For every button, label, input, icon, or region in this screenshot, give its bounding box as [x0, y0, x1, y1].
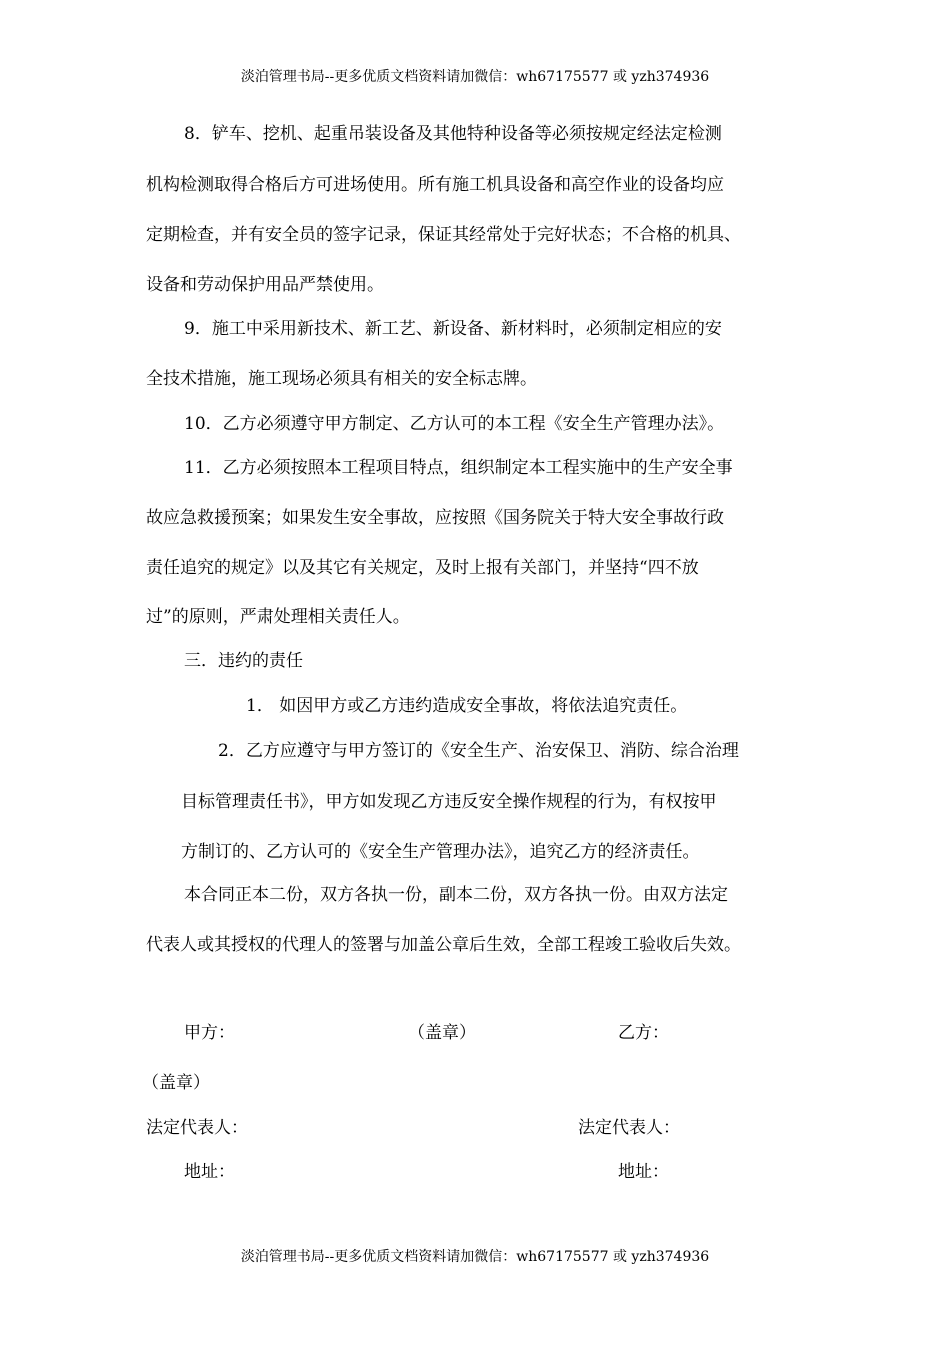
contract-terms-line-2: 代表人或其授权的代理人的签署与加盖公章后生效，全部工程竣工验收后失效。: [146, 935, 741, 955]
s3-item2-line-2: 目标管理责任书》，甲方如发现乙方违反安全操作规程的行为，有权按甲: [181, 792, 717, 812]
address-a-label: 地址：: [184, 1162, 235, 1182]
section3-title: 三．违约的责任: [184, 651, 303, 671]
s3-item1-line: 1． 如因甲方或乙方违约造成安全事故，将依法追究责任。: [246, 696, 688, 716]
address-b-label: 地址：: [618, 1162, 669, 1182]
item11-line-3: 责任追究的规定》以及其它有关规定，及时上报有关部门，并坚持“四不放: [146, 558, 699, 578]
s3-item2-line-1: 2．乙方应遵守与甲方签订的《安全生产、治安保卫、消防、综合治理: [218, 741, 739, 761]
s3-item2-line-3: 方制订的、乙方认可的《安全生产管理办法》，追究乙方的经济责任。: [181, 842, 700, 862]
item9-line-2: 全技术措施，施工现场必须具有相关的安全标志牌。: [146, 369, 537, 389]
contract-terms-line-1: 本合同正本二份，双方各执一份，副本二份，双方各执一份。由双方法定: [184, 885, 728, 905]
page-footer: 淡泊管理书局--更多优质文档资料请加微信：wh67175577 或 yzh374936: [240, 1249, 710, 1265]
party-a-label: 甲方：: [184, 1023, 235, 1043]
item8-line-4: 设备和劳动保护用品严禁使用。: [146, 275, 384, 295]
item9-line-1: 9．施工中采用新技术、新工艺、新设备、新材料时，必须制定相应的安: [184, 319, 722, 339]
item8-line-2: 机构检测取得合格后方可进场使用。所有施工机具设备和高空作业的设备均应: [146, 175, 724, 195]
item8-line-3: 定期检查，并有安全员的签字记录，保证其经常处于完好状态；不合格的机具、: [146, 225, 741, 245]
party-b-label: 乙方：: [618, 1023, 669, 1043]
item10-line: 10．乙方必须遵守甲方制定、乙方认可的本工程《安全生产管理办法》。: [184, 414, 725, 434]
seal-label-1: （盖章）: [408, 1023, 476, 1043]
seal-label-2: （盖章）: [142, 1073, 210, 1093]
page-header: 淡泊管理书局--更多优质文档资料请加微信：wh67175577 或 yzh374936: [240, 69, 710, 85]
item11-line-1: 11．乙方必须按照本工程项目特点，组织制定本工程实施中的生产安全事: [184, 458, 733, 478]
item11-line-2: 故应急救援预案；如果发生安全事故，应按照《国务院关于特大安全事故行政: [146, 508, 724, 528]
item8-line-1: 8．铲车、挖机、起重吊装设备及其他特种设备等必须按规定经法定检测: [184, 124, 722, 144]
item11-line-4: 过”的原则，严肃处理相关责任人。: [146, 607, 410, 627]
legal-rep-b-label: 法定代表人：: [578, 1118, 680, 1138]
legal-rep-a-label: 法定代表人：: [146, 1118, 248, 1138]
